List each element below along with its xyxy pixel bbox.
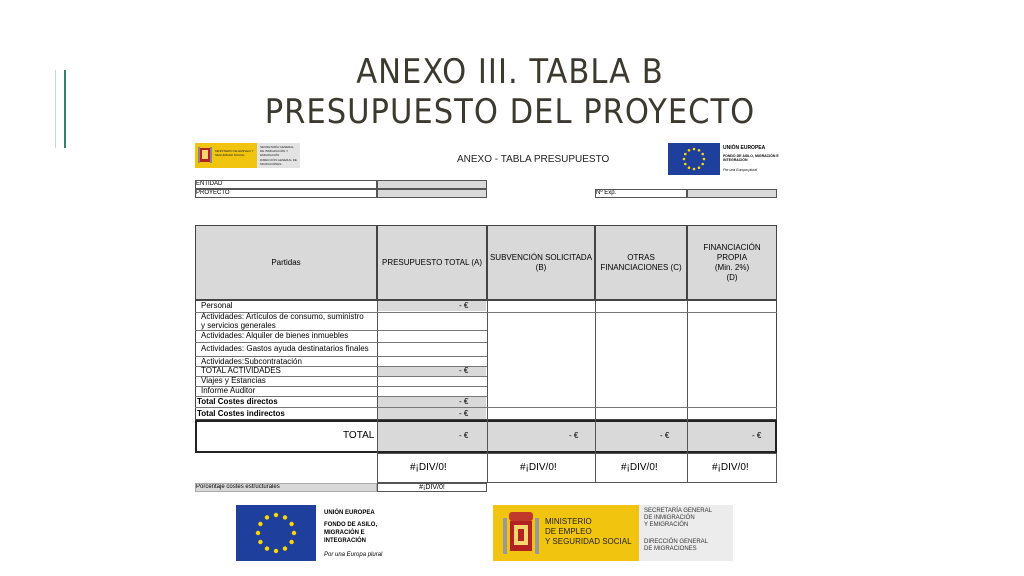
header-col-d: [687, 225, 777, 300]
row-costes-indirectos: Total Costes indirectos: [197, 409, 285, 418]
entidad-text: ENTIDAD: [196, 181, 223, 187]
total-b: - €: [569, 431, 579, 440]
exp-field[interactable]: [687, 189, 777, 198]
ministry-large-grey: [639, 505, 733, 561]
row-auditor: Informe Auditor: [201, 386, 256, 395]
row-costes-indirectos-a: - €: [459, 409, 469, 418]
div-row-sep-c: [595, 453, 596, 483]
row-sep-9: [195, 407, 777, 408]
total-d: - €: [752, 431, 762, 440]
ministry-line3: Y SEGURIDAD SOCIAL: [545, 537, 632, 546]
total-a: - €: [459, 431, 469, 440]
header-col-d-line2: (Min. 2%): [714, 262, 750, 272]
div-b: #¡DIV/0!: [520, 462, 557, 473]
total-div-c: [595, 420, 596, 453]
eu-motto-small: Por una Europa plural: [723, 168, 758, 172]
eu-fondo-line2: MIGRACIÓN E: [324, 530, 365, 536]
directos-a-bg: [378, 396, 486, 407]
slide-title: [260, 52, 760, 132]
header-col-c: [595, 225, 687, 300]
eu-flag-large: [236, 505, 316, 561]
div-c: #¡DIV/0!: [621, 462, 658, 473]
sec-general-small: SECRETARÍA GENERAL DE INMIGRACIÓN Y EMIGRACIÓN: [260, 145, 294, 157]
total-div-b: [487, 420, 488, 453]
ministry-line2: DE EMPLEO: [545, 527, 592, 536]
exp-text: Nº Exp.: [596, 190, 617, 196]
ministry-logo-small: [195, 143, 300, 168]
accent-line-light: [55, 70, 56, 148]
header-col-c-text: OTRAS FINANCIACIONES (C): [600, 252, 682, 272]
porcentaje-value-text: #¡DIV/0!: [419, 484, 445, 491]
ministry-name-small: MINISTERIO DE EMPLEO Y SEGURIDAD SOCIAL: [215, 149, 254, 157]
row-viajes: Viajes y Estancias: [201, 376, 266, 385]
exp-label: [595, 189, 687, 198]
total-act-a-bg: [378, 366, 486, 376]
coat-of-arms-large-icon: [501, 508, 541, 558]
total-label: TOTAL: [343, 430, 375, 441]
row-personal-a: - €: [459, 301, 469, 310]
entidad-label: [195, 180, 377, 189]
entidad-field[interactable]: [377, 180, 487, 189]
proyecto-label: [195, 189, 377, 198]
header-col-b: [487, 225, 595, 300]
col-c-divider: [595, 300, 596, 420]
ministry-large-yellow: [493, 505, 639, 561]
header-col-a-text: PRESUPUESTO TOTAL (A): [381, 257, 483, 267]
header-col-a: [377, 225, 487, 300]
eu-text-small: [723, 145, 780, 172]
sheet-title: ANEXO - TABLA PRESUPUESTO: [457, 154, 610, 165]
header-partidas: [195, 225, 377, 300]
eu-fondo-small: FONDO DE ASILO, MIGRACIÓN E INTEGRACIÓN: [723, 154, 779, 162]
porcentaje-label: [195, 483, 377, 492]
direccion-large: [644, 539, 708, 553]
accent-line: [64, 70, 66, 148]
direccion-small: DIRECCIÓN GENERAL DE MIGRACIONES: [260, 158, 297, 166]
row-sep-3: [195, 342, 487, 343]
eu-motto-large: Por una Europa plural: [324, 552, 383, 558]
row-consumo-line1: Actividades: Artículos de consumo, suministro: [201, 312, 364, 321]
indirectos-a-bg: [378, 408, 486, 419]
header-col-d-line1: FINANCIACIÓN PROPIA: [703, 242, 761, 262]
ministry-large-text: [545, 517, 632, 547]
div-a: #¡DIV/0!: [410, 462, 447, 473]
row-total-actividades-a: - €: [459, 366, 469, 375]
eu-fondo-line3: INTEGRACIÓN: [324, 538, 366, 544]
total-c: - €: [660, 431, 670, 440]
div-row-sep-d: [687, 453, 688, 483]
header-partidas-text: Partidas: [271, 257, 301, 267]
sec-line2: DE INMIGRACIÓN: [644, 515, 695, 521]
div-d: #¡DIV/0!: [712, 462, 749, 473]
eu-fondo-line1: FONDO DE ASILO,: [324, 522, 378, 528]
eu-stars-icon: [668, 143, 720, 175]
proyecto-text: PROYECTO: [196, 190, 230, 196]
dir-line2: DE MIGRACIONES: [644, 546, 697, 552]
budget-sheet: [195, 140, 780, 560]
col-d-divider: [687, 300, 688, 420]
sec-general-large: [644, 508, 712, 529]
div-row-sep-b: [487, 453, 488, 483]
ministry-line1: MINISTERIO: [545, 517, 592, 526]
eu-union-large: UNIÓN EUROPEA: [324, 510, 375, 516]
row-costes-directos: Total Costes directos: [197, 397, 278, 406]
header-col-d-line3: (D): [726, 272, 738, 282]
header-col-b-text: SUBVENCIÓN SOLICITADA (B): [489, 252, 593, 272]
eu-logo-large: [236, 505, 396, 561]
eu-stars-large-icon: [236, 505, 316, 561]
eu-text-large: [324, 509, 382, 559]
coat-of-arms-icon: [198, 145, 212, 165]
row-subcontratacion: Actividades:Subcontratación: [201, 357, 302, 366]
col-b-divider: [487, 300, 488, 420]
row-consumo-line2: y servicios generales: [201, 321, 276, 330]
row-costes-directos-a: - €: [459, 397, 469, 406]
total-div-a: [377, 420, 378, 453]
slide-title-line1: ANEXO III. TABLA B: [356, 52, 664, 92]
row-personal: Personal: [201, 301, 233, 310]
ministry-logo-grey: [257, 143, 300, 168]
eu-flag-small: [668, 143, 720, 175]
porcentaje-text: Porcentaje costes estructurales: [196, 484, 280, 490]
sec-line3: Y EMIGRACIÓN: [644, 522, 689, 528]
dir-line1: DIRECCIÓN GENERAL: [644, 539, 709, 545]
sec-line1: SECRETARÍA GENERAL: [644, 508, 712, 514]
porcentaje-value: [377, 483, 487, 492]
personal-a-bg: [378, 301, 486, 311]
total-div-d: [687, 420, 688, 453]
proyecto-field[interactable]: [377, 189, 487, 198]
row-ayuda: Actividades: Gastos ayuda destinatarios finales: [201, 344, 369, 353]
row-alquiler: Actividades: Alquiler de bienes inmuebles: [201, 331, 349, 340]
eu-union-small: UNIÓN EUROPEA: [723, 145, 766, 151]
slide-title-line2: PRESUPUESTO DEL PROYECTO: [264, 92, 756, 132]
ministry-logo-yellow: [195, 143, 257, 168]
row-sep-right-1: [487, 312, 777, 313]
ministry-logo-large: [493, 505, 733, 561]
row-total-actividades: TOTAL ACTIVIDADES: [201, 366, 281, 375]
eu-logo-small: [668, 143, 780, 175]
